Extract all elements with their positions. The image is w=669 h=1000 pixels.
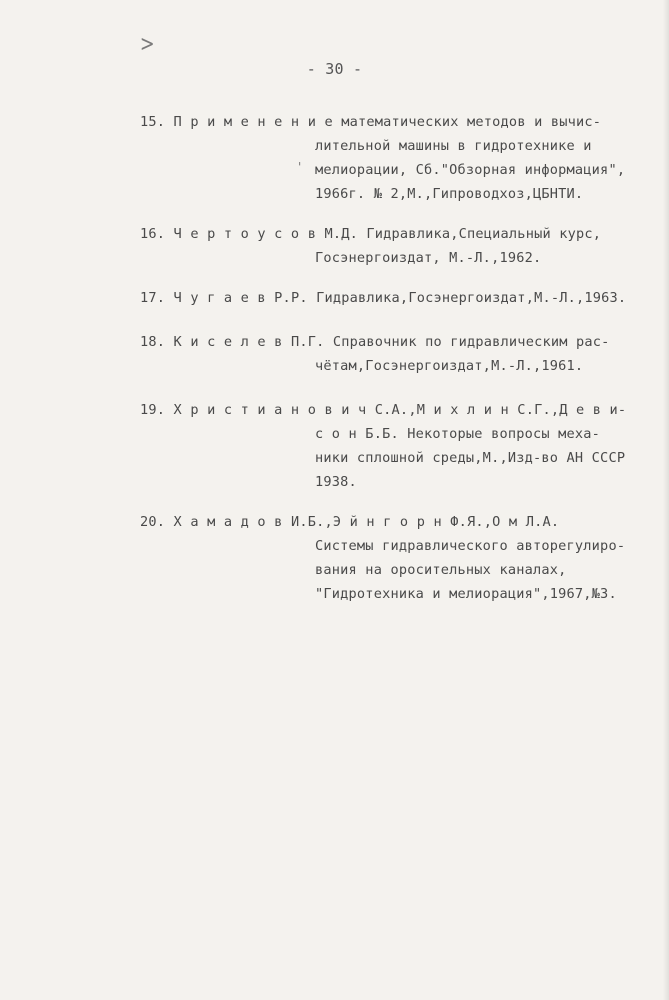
bibliography-entry-16 <box>140 222 601 270</box>
entry-text-line: П.Г. Справочник по гидравлическим рас- <box>290 334 610 350</box>
entry-author: Ч е р т о у с о в <box>173 226 317 242</box>
entry-text-line: "Гидротехника и мелиорация",1967,№3. <box>315 586 617 602</box>
entry-number: 19. <box>140 402 166 418</box>
entry-number: 16. <box>140 226 166 242</box>
entry-text-line: М.Д. Гидравлика,Специальный курс, <box>324 226 602 242</box>
entry-author: Х р и с т и а н о в и ч <box>173 402 367 418</box>
entry-text-line: ники сплошной среды,М.,Изд-во АН СССР <box>315 450 626 466</box>
entry-author: Ч у г а е в <box>173 290 266 306</box>
entry-text-line: математических методов и вычис- <box>341 114 602 130</box>
bibliography-entry-18 <box>140 330 610 378</box>
margin-mark: > <box>139 32 155 57</box>
entry-text-line: чётам,Госэнергоиздат,М.-Л.,1961. <box>315 358 584 374</box>
page-number: - 30 - <box>306 60 363 78</box>
entry-text-line: Системы гидравлического авторегулиро- <box>315 538 626 554</box>
bibliography-entry-15 <box>140 110 625 206</box>
stray-mark: ' <box>298 160 302 174</box>
entry-number: 20. <box>140 514 166 530</box>
entry-text-line: лительной машины в гидротехнике и <box>315 138 592 154</box>
entry-author: П р и м е н е н и е <box>173 114 333 130</box>
entry-text-line: Госэнергоиздат, М.-Л.,1962. <box>315 250 542 266</box>
entry-text-line: Р.Р. Гидравлика,Госэнергоиздат,М.-Л.,1963. <box>274 290 627 306</box>
entry-text-line: с о н Б.Б. Некоторые вопросы меха- <box>315 426 601 442</box>
bibliography-entry-17 <box>140 286 626 310</box>
entry-number: 17. <box>140 290 166 306</box>
entry-number: 15. <box>140 114 166 130</box>
paper-edge-shadow <box>663 0 669 1000</box>
bibliography-entry-20 <box>140 510 625 606</box>
entry-author: Х а м а д о в <box>173 514 283 530</box>
entry-text-line: вания на оросительных каналах, <box>315 562 567 578</box>
entry-text-line: 1938. <box>315 474 357 490</box>
entry-text-line: 1966г. № 2,М.,Гипроводхоз,ЦБНТИ. <box>315 186 584 202</box>
entry-text-line: С.А.,М и х л и н С.Г.,Д е в и- <box>374 402 627 418</box>
entry-text-line: И.Б.,Э й н г о р н Ф.Я.,О м Л.А. <box>290 514 560 530</box>
entry-number: 18. <box>140 334 166 350</box>
entry-author: К и с е л е в <box>173 334 283 350</box>
entry-text-line: мелиорации, Сб."Обзорная информация", <box>315 162 626 178</box>
bibliography-entry-19 <box>140 398 626 494</box>
